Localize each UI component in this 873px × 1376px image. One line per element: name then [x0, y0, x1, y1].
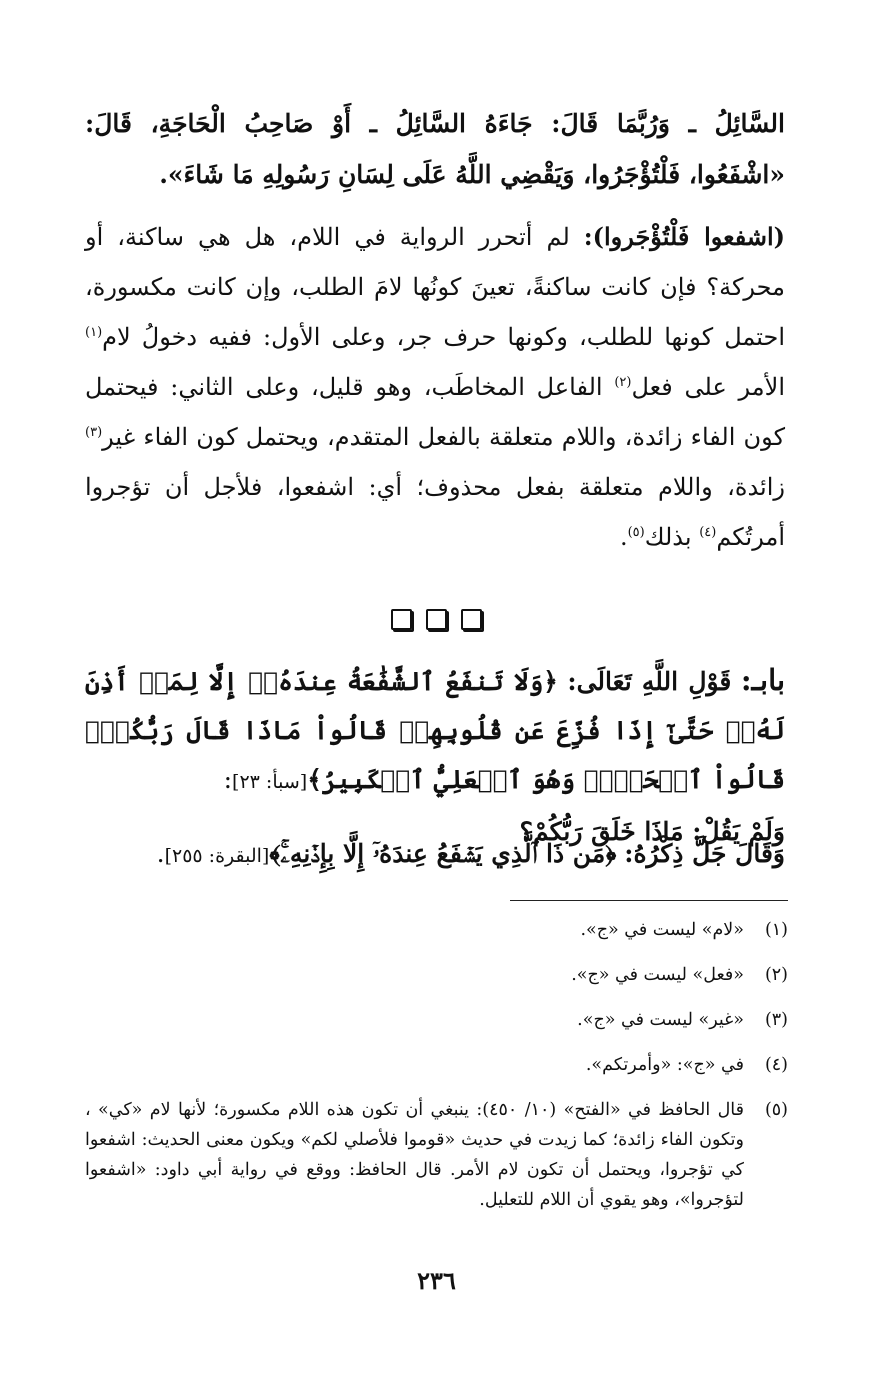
commentary-lead: (اشفعوا فَلْتُؤْجَروا):: [583, 222, 785, 251]
footnote-marker-3: (٣): [85, 425, 103, 440]
footnote-number: (٣): [764, 1010, 788, 1030]
footnote-text: في «ج»: «وأمرتكم».: [585, 1055, 744, 1075]
footnote-text: «غير» ليست في «ج».: [577, 1010, 744, 1030]
footnote-number: (٥): [764, 1100, 788, 1120]
second-verse-line: [85, 830, 785, 880]
footnote: [85, 915, 788, 945]
commentary-text-4: زائدة، واللام متعلقة بفعل محذوف؛ أي: اشفعوا، فلأجل أن تؤجروا أمرتُكم: [85, 473, 785, 551]
commentary-text-3: الفاعل المخاطَب، وهو قليل، وعلى الثاني: فيحتمل كون الفاء زائدة، واللام متعلقة بالفعل المتقدم، ويحتمل كون الفاء غير: [85, 373, 785, 451]
commentary-text-2: الأمر على فعل: [631, 373, 785, 401]
footnote-number: (١): [764, 920, 788, 940]
footnote-marker-1: (١): [85, 325, 103, 340]
chapter-note: وَلَمْ يَقُلْ: مَاذَا خَلَقَ رَبُّكُمْ؟: [519, 817, 785, 846]
reference-punctuation: :: [223, 765, 233, 794]
footnote-text: قال الحافظ في «الفتح» (١٠/ ٤٥٠): ينبغي أن تكون هذه اللام مكسورة؛ لأنها لام «كي» ، وتكون الفاء زائدة؛ كما زيدت في حديث «قوموا فلأصلي لكم» ويكون معنى الحديث: اشفعوا كي تؤجروا، ويحتمل أن تكون لام الأمر. قال الحافظ: ووقع في رواية أبي داود: «اشفعوا لتؤجروا»، وهو يقوي أن اللام للتعليل.: [85, 1100, 744, 1210]
reference-punctuation-2: .: [156, 839, 165, 868]
quran-verse: ﴿وَلَا تَنفَعُ ٱلشَّفَٰعَةُ عِندَهُۥٓ إِلَّا لِمَنۡ أَذِنَ لَهُۥۚ حَتَّىٰٓ إِذَا فُزِّعَ عَن قُلُوبِهِمۡ قَالُواْ مَاذَا قَالَ رَبُّكُمۡۖ قَالُواْ ٱلۡحَقَّۖ وَهُوَ ٱلۡعَلِيُّ ٱلۡكَبِيرُ﴾: [85, 667, 785, 794]
footnote: [85, 960, 788, 990]
footnote-text: «لام» ليست في «ج».: [580, 920, 744, 940]
footnotes: [85, 915, 788, 1230]
commentary-text-1: لم أتحرر الرواية في اللام، هل هي ساكنة، أو محركة؟ فإن كانت ساكنةً، تعينَ كونُها لامَ الطلب، وإن كانت مكسورة، احتمل كونها للطلب، وكونها حرف جر، وعلى الأول: ففيه دخولُ لام: [85, 223, 785, 351]
footnote-number: (٤): [764, 1055, 788, 1075]
chapter-label: بابـ:: [740, 663, 786, 697]
footnote-text: «فعل» ليست في «ج».: [571, 965, 744, 985]
second-verse-intro: وَقَالَ جَلَّ ذِكْرُهُ:: [624, 839, 785, 868]
footnote: [85, 1095, 788, 1215]
page-number: ٢٣٦: [417, 1266, 456, 1295]
commentary-text-6: .: [619, 523, 628, 551]
quran-verse-2: ﴿مَن ذَا ٱلَّذِي يَشۡفَعُ عِندَهُۥٓ إِلَّا بِإِذۡنِهِۦۚ﴾: [269, 839, 617, 868]
separator-square-icon: [461, 609, 482, 630]
chapter-title: قَوْلِ اللَّهِ تَعَالَى:: [567, 667, 732, 696]
separator-square-icon: [391, 609, 412, 630]
separator-square-icon: [426, 609, 447, 630]
footnote-marker-2: (٢): [614, 375, 632, 390]
footnote-marker-4: (٤): [699, 525, 717, 540]
commentary-paragraph: [85, 212, 785, 562]
chapter-heading: [85, 656, 785, 856]
commentary-text-5: بذلك: [644, 523, 700, 551]
footnote-marker-5: (٥): [627, 525, 645, 540]
verse-reference-2: [البقرة: ٢٥٥]: [164, 845, 270, 867]
verse-reference: [سبأ: ٢٣]: [232, 771, 308, 793]
footnote-divider: [510, 900, 788, 901]
footnote: [85, 1005, 788, 1035]
hadith-paragraph: السَّائِلُ ـ وَرُبَّمَا قَالَ: جَاءَهُ السَّائِلُ ـ أَوْ صَاحِبُ الْحَاجَةِ، قَالَ: «اشْفَعُوا، فَلْتُؤْجَرُوا، وَيَقْضِي اللَّهُ عَلَى لِسَانِ رَسُولِهِ مَا شَاءَ».: [85, 109, 785, 189]
footnote: [85, 1050, 788, 1080]
footnote-number: (٢): [764, 965, 788, 985]
section-separator: [0, 609, 873, 634]
